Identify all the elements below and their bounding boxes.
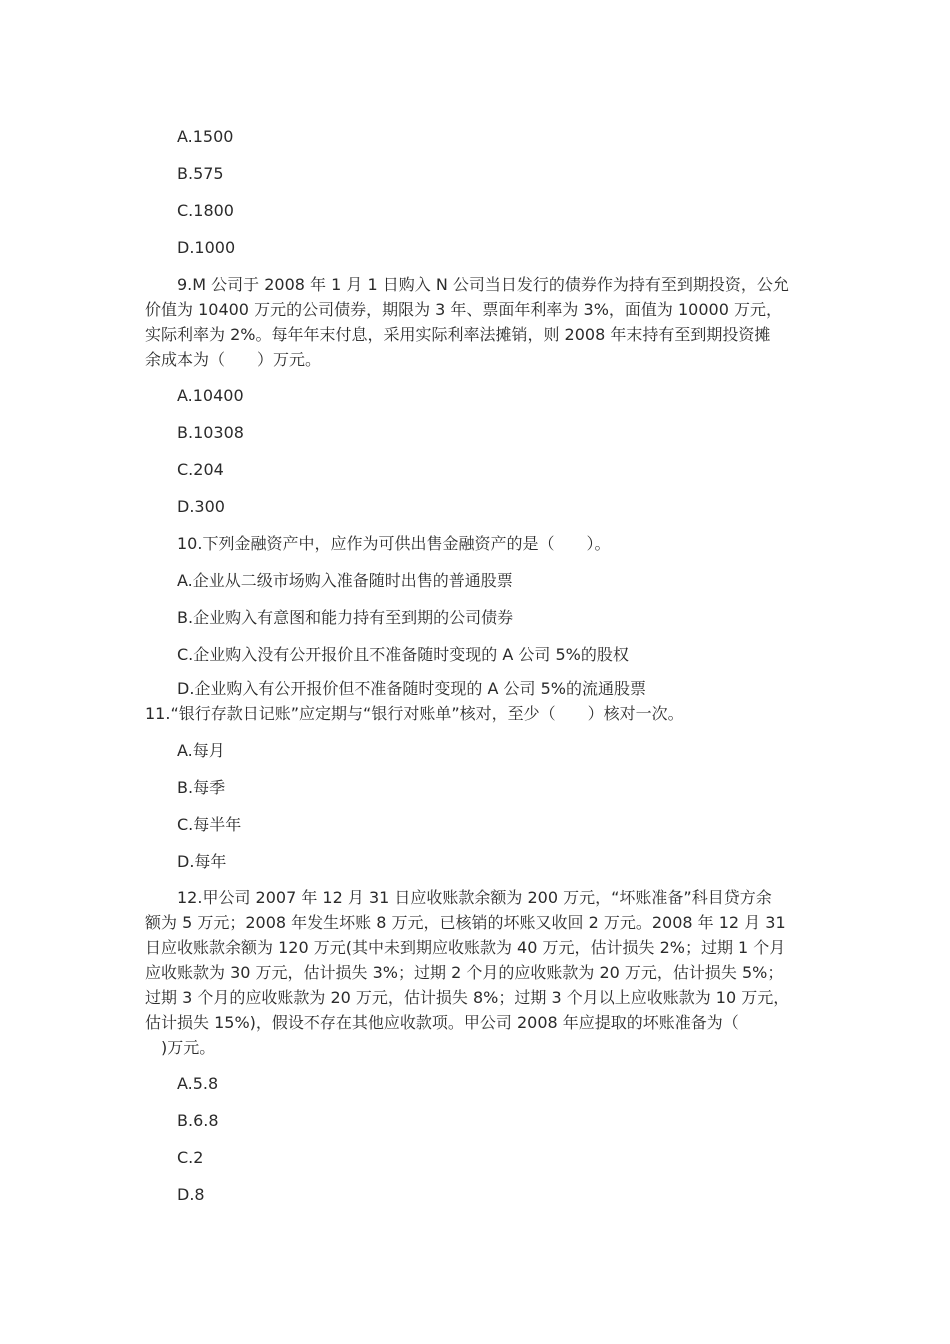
q11-option-a: A.每月 [177, 741, 225, 760]
q9-stem-line-4: 余成本为（ ）万元。 [145, 350, 322, 369]
q8-option-d: D.1000 [177, 238, 236, 257]
q12-stem-line-3: 日应收账款余额为 120 万元(其中未到期应收账款为 40 万元，估计损失 2%；过期 1 个月 [145, 938, 786, 957]
q12-stem-line-1: 12.甲公司 2007 年 12 月 31 日应收账款余额为 200 万元，“坏账准备”科目贷方余 [177, 888, 772, 907]
q9-stem-line-1: 9.M 公司于 2008 年 1 月 1 日购入 N 公司当日发行的债券作为持有至到期投资，公允 [177, 275, 789, 294]
q11-option-d: D.每年 [177, 852, 227, 871]
q10-option-c: C.企业购入没有公开报价且不准备随时变现的 A 公司 5%的股权 [177, 645, 629, 664]
q8-option-c: C.1800 [177, 201, 234, 220]
q9-stem-line-2: 价值为 10400 万元的公司债券，期限为 3 年、票面年利率为 3%，面值为 10000 万元， [145, 300, 782, 319]
q11-option-b: B.每季 [177, 778, 226, 797]
q12-option-a: A.5.8 [177, 1074, 219, 1093]
q9-option-a: A.10400 [177, 386, 244, 405]
q9-option-d: D.300 [177, 497, 225, 516]
q12-option-b: B.6.8 [177, 1111, 219, 1130]
q11-stem-line-1: 11.“银行存款日记账”应定期与“银行对账单”核对，至少（ ）核对一次。 [145, 704, 684, 723]
q9-stem-line-3: 实际利率为 2%。每年年末付息，采用实际利率法摊销，则 2008 年末持有至到期投资摊 [145, 325, 771, 344]
q10-option-d: D.企业购入有公开报价但不准备随时变现的 A 公司 5%的流通股票 [177, 679, 646, 698]
q10-option-a: A.企业从二级市场购入准备随时出售的普通股票 [177, 571, 513, 590]
q9-option-b: B.10308 [177, 423, 244, 442]
q12-stem-line-2: 额为 5 万元；2008 年发生坏账 8 万元，已核销的坏账又收回 2 万元。2008 年 12 月 31 [145, 913, 786, 932]
q10-option-b: B.企业购入有意图和能力持有至到期的公司债券 [177, 608, 514, 627]
q8-option-b: B.575 [177, 164, 224, 183]
q10-stem-line-1: 10.下列金融资产中，应作为可供出售金融资产的是（ ）。 [177, 534, 611, 553]
q12-stem-line-4: 应收账款为 30 万元，估计损失 3%；过期 2 个月的应收账款为 20 万元，估计损失 5%； [145, 963, 784, 982]
q12-stem-line-7: )万元。 [145, 1038, 216, 1057]
q11-option-c: C.每半年 [177, 815, 242, 834]
q12-option-c: C.2 [177, 1148, 204, 1167]
q9-option-c: C.204 [177, 460, 224, 479]
q12-stem-line-6: 估计损失 15%)，假设不存在其他应收款项。甲公司 2008 年应提取的坏账准备为（ [145, 1013, 739, 1032]
q8-option-a: A.1500 [177, 127, 234, 146]
q12-option-d: D.8 [177, 1185, 205, 1204]
q12-stem-line-5: 过期 3 个月的应收账款为 20 万元，估计损失 8%；过期 3 个月以上应收账款为 10 万元， [145, 988, 790, 1007]
